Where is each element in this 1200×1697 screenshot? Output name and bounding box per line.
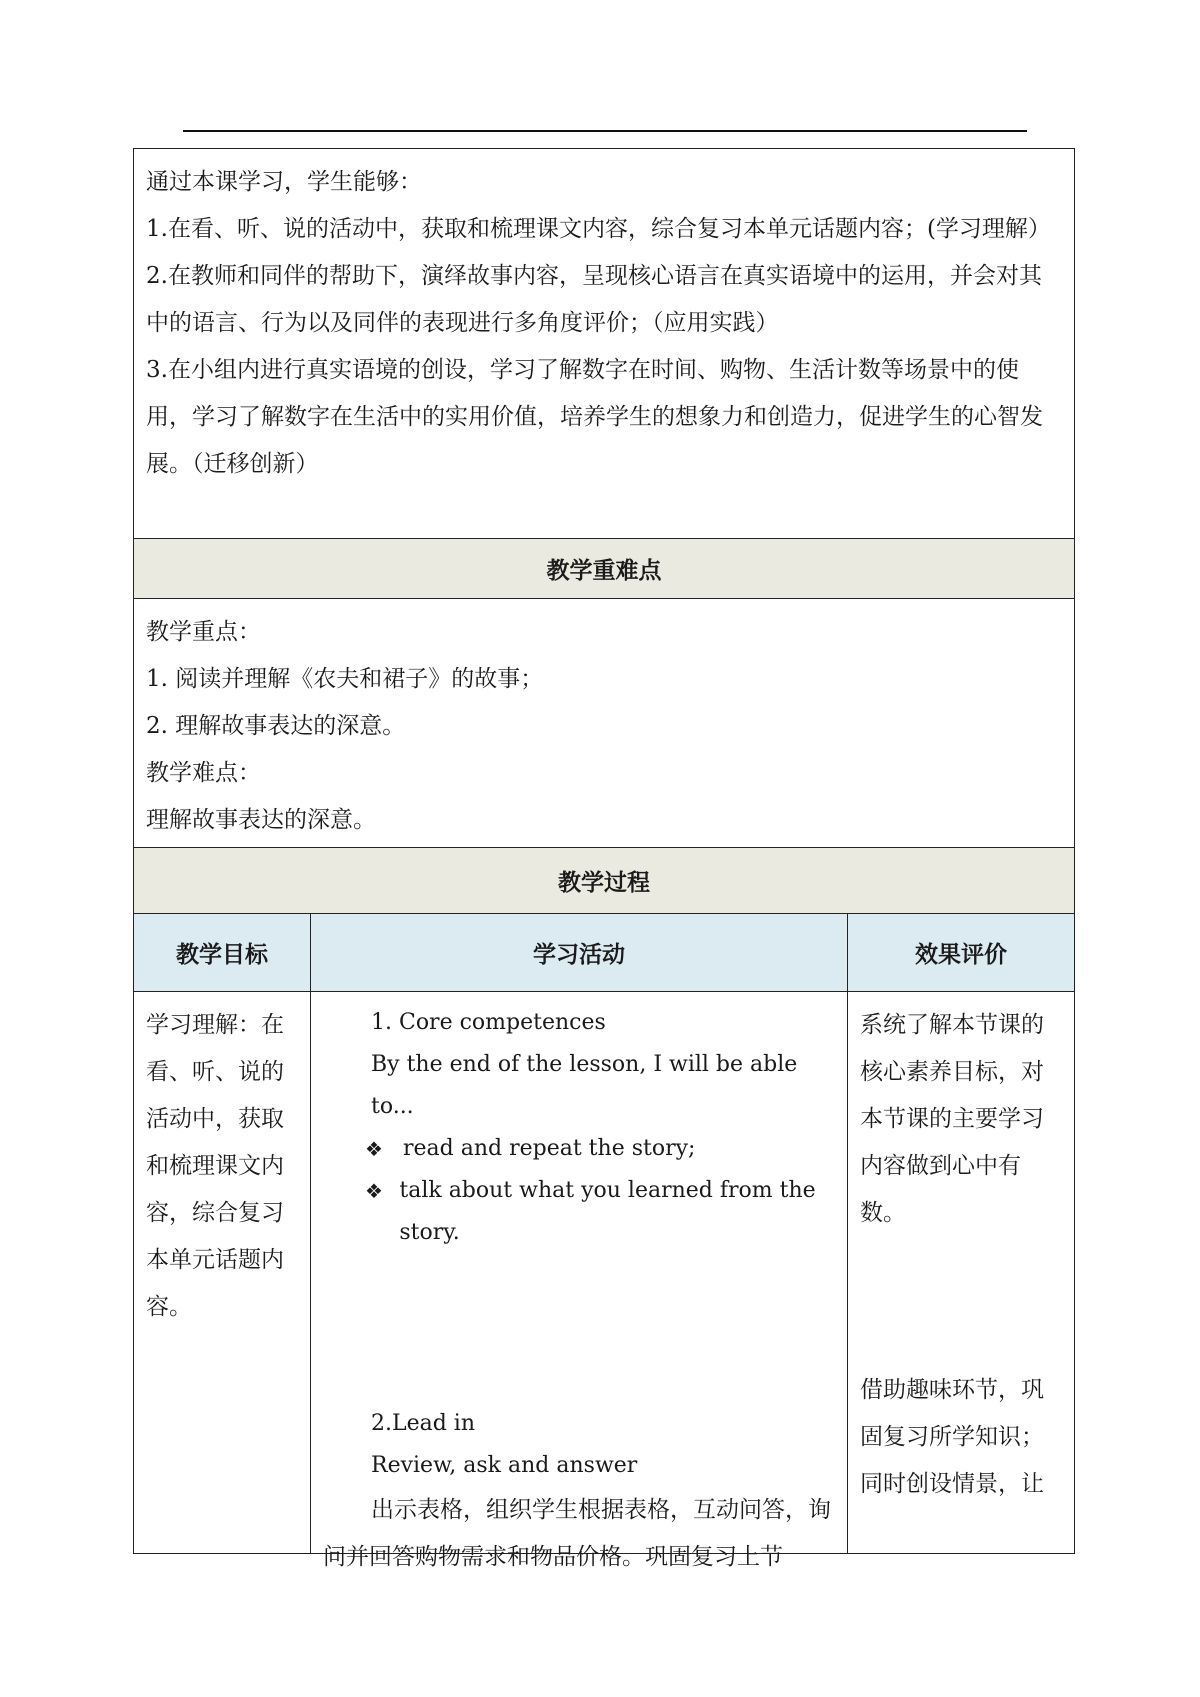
activity-2-line: Review, ask and answer: [371, 1453, 638, 1478]
bullet-diamond-icon: ❖: [365, 1179, 383, 1203]
lesson-plan-table: [133, 148, 1075, 1570]
bullet-diamond-icon: ❖: [365, 1137, 383, 1161]
goal-cell: 学习理解：在看、听、说的活动中，获取和梳理课文内容，综合复习本单元话题内容。: [134, 992, 311, 1553]
bullet-text-1: read and repeat the story;: [403, 1136, 696, 1161]
objective-item-1: 1.在看、听、说的活动中，获取和梳理课文内容，综合复习本单元话题内容；(学习理解）: [146, 216, 1051, 242]
bullet-item: [323, 1170, 837, 1254]
process-column-headers: [134, 914, 1074, 992]
column-header-activity: 学习活动: [311, 914, 848, 991]
difficulty-label: 教学难点：: [146, 760, 261, 786]
activity-1-line: By the end of the lesson, I will be able to...: [371, 1052, 798, 1119]
objective-item-3: 3.在小组内进行真实语境的创设，学习了解数字在时间、购物、生活计数等场景中的使用，学习了解数字在生活中的实用价值，培养学生的想象力和创造力，促进学生的心智发展。（迁移创新）: [146, 357, 1043, 477]
column-header-evaluation: 效果评价: [915, 941, 1007, 968]
evaluation-2: 借助趣味环节，巩固复习所学知识；同时创设情景，让: [860, 1377, 1044, 1497]
key-points-block: [134, 599, 1074, 848]
focus-item-1: 1. 阅读并理解《农夫和裙子》的故事；: [146, 666, 544, 692]
activity-2-title: 2.Lead in: [371, 1411, 476, 1436]
activity-2-text: 出示表格，组织学生根据表格，互动问答，询问并回答购物需求和物品价格。巩固复习上节: [323, 1497, 831, 1570]
activity-cell: [311, 992, 848, 1570]
key-points-heading: [134, 539, 1074, 599]
process-row: [134, 992, 1074, 1570]
spacer: [860, 1237, 1062, 1367]
column-header-goal: 教学目标: [134, 914, 311, 991]
evaluation-cell: [848, 992, 1074, 1553]
activity-1-title: 1. Core competences: [371, 1010, 606, 1035]
header-rule: [183, 130, 1027, 132]
objective-item-2: 2.在教师和同伴的帮助下，演绎故事内容，呈现核心语言在真实语境中的运用，并会对其中的语言、行为以及同伴的表现进行多角度评价；（应用实践）: [146, 263, 1042, 336]
key-points-heading-text: 教学重难点: [546, 557, 662, 584]
process-heading: [134, 848, 1074, 914]
process-heading-text: 教学过程: [558, 869, 650, 896]
focus-item-2: 2. 理解故事表达的深意。: [146, 713, 406, 739]
objectives-intro: 通过本课学习，学生能够：: [146, 169, 422, 195]
focus-label: 教学重点：: [146, 619, 261, 645]
bullet-text-2: talk about what you learned from the story.: [399, 1178, 816, 1245]
objectives-block: [134, 149, 1074, 539]
spacer: [323, 1254, 837, 1403]
difficulty-text: 理解故事表达的深意。: [146, 807, 376, 833]
bullet-item: [323, 1128, 837, 1170]
evaluation-1: 系统了解本节课的核心素养目标，对本节课的主要学习内容做到心中有数。: [860, 1012, 1044, 1226]
